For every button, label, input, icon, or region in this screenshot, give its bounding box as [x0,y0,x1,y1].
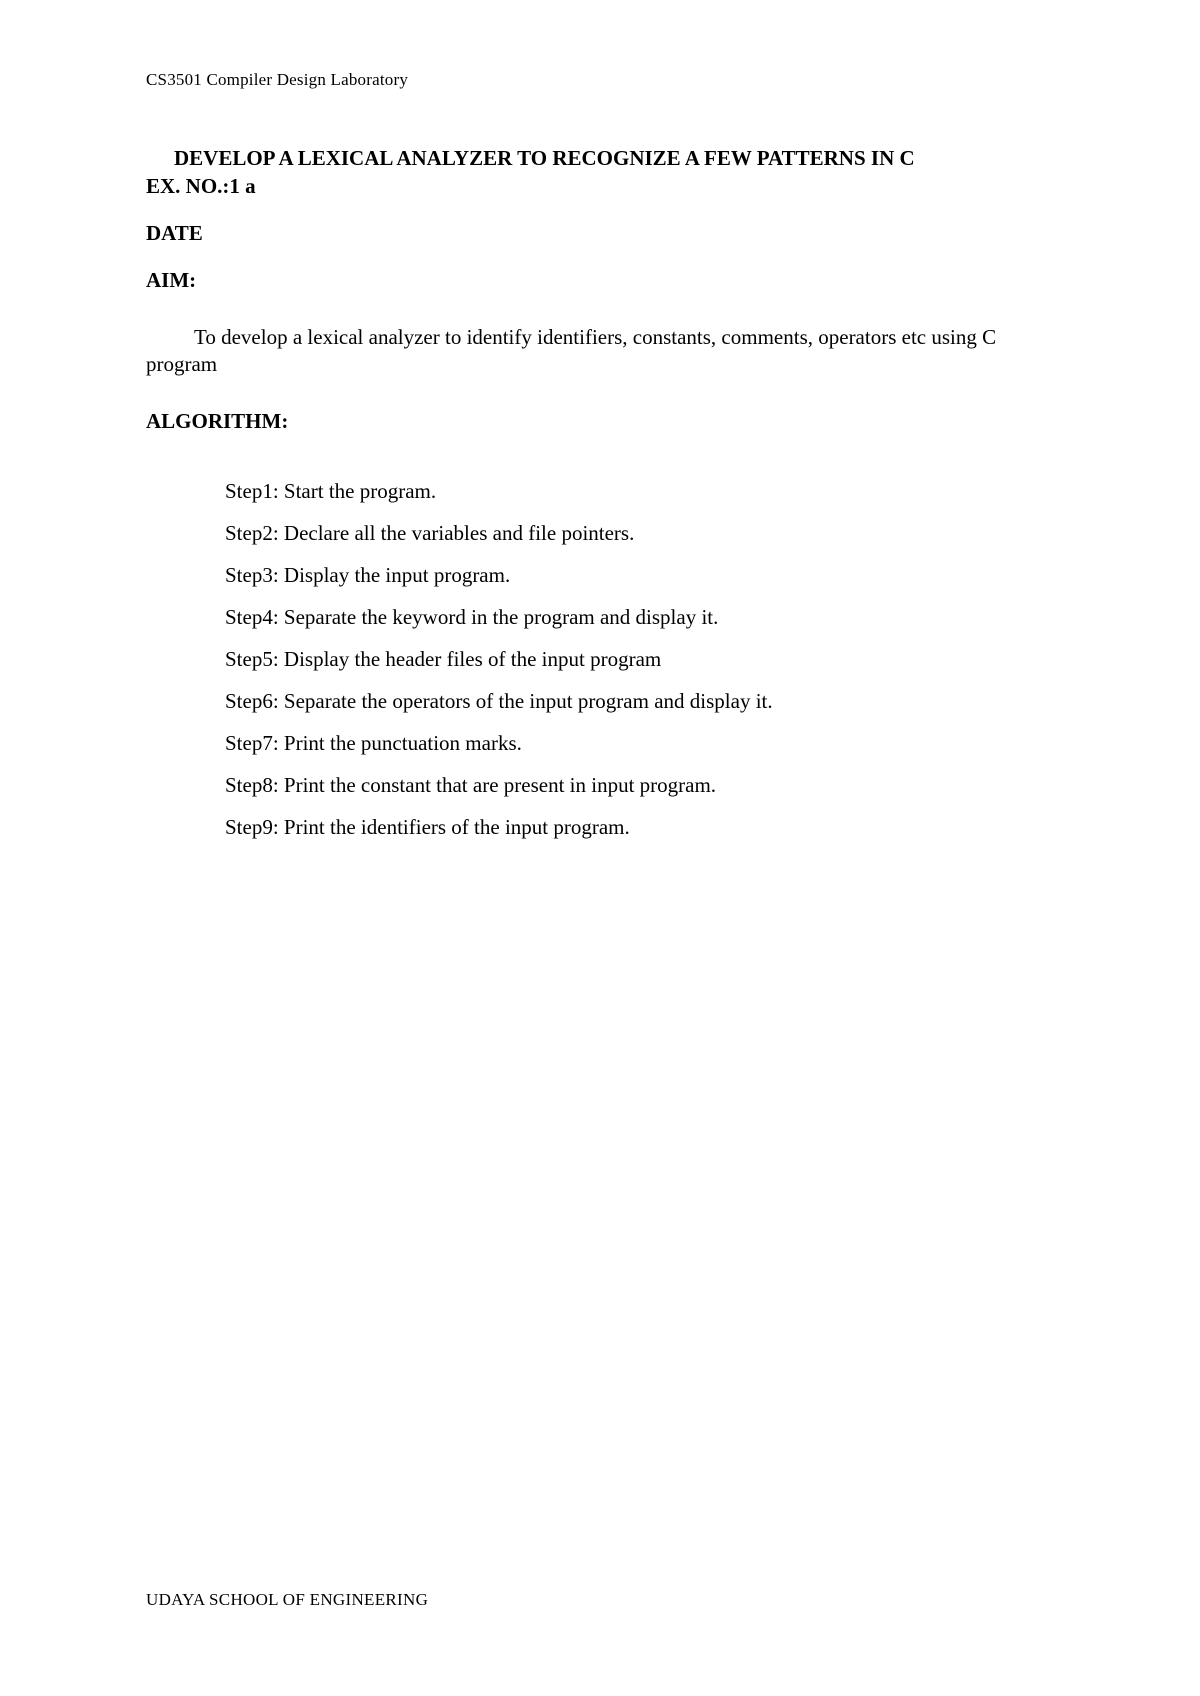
algorithm-heading: ALGORITHM: [146,409,289,433]
algorithm-step: Step5: Display the header files of the input program [225,647,662,671]
algorithm-step: Step7: Print the punctuation marks. [225,731,522,755]
algorithm-step: Step4: Separate the keyword in the program and display it. [225,605,719,629]
running-header: CS3501 Compiler Design Laboratory [146,70,409,89]
algorithm-step: Step6: Separate the operators of the input program and display it. [225,689,773,713]
algorithm-step: Step2: Declare all the variables and file pointers. [225,521,635,545]
algorithm-step: Step8: Print the constant that are present in input program. [225,773,717,797]
algorithm-steps [225,478,773,856]
experiment-number: EX. NO.:1 a [146,174,256,198]
page-footer: UDAYA SCHOOL OF ENGINEERING [146,1590,429,1609]
aim-text: To develop a lexical analyzer to identify identifiers, constants, comments, operators etc using C program [146,325,997,376]
algorithm-step: Step3: Display the input program. [225,563,511,587]
aim-heading: AIM: [146,268,197,292]
experiment-title: DEVELOP A LEXICAL ANALYZER TO RECOGNIZE A FEW PATTERNS IN C [174,146,915,170]
algorithm-step: Step9: Print the identifiers of the input program. [225,815,630,839]
date-label: DATE [146,221,203,245]
algorithm-step: Step1: Start the program. [225,479,437,503]
